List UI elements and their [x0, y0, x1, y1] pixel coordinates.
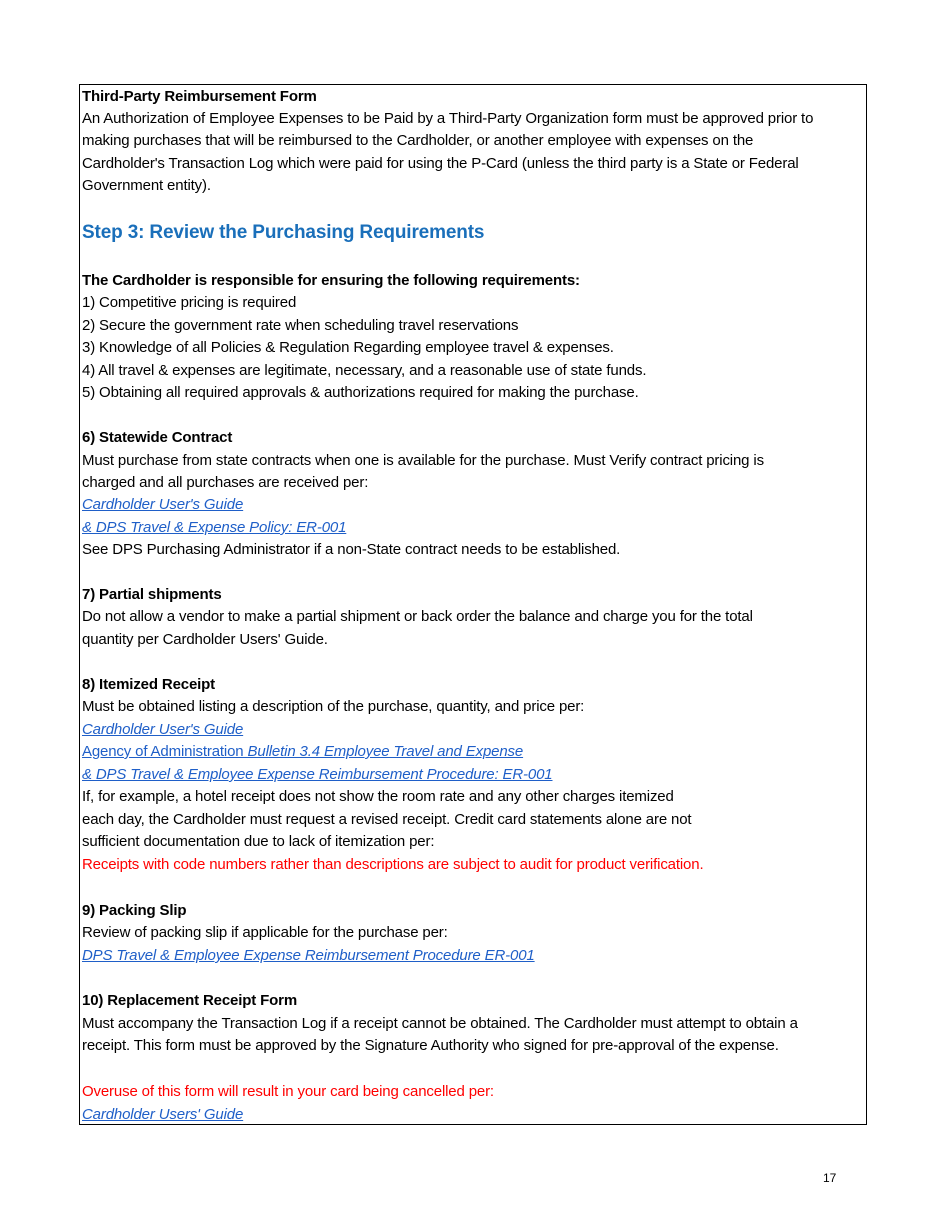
third-party-line-3: Cardholder's Transaction Log which were paid for using the P-Card (unless the third party is a State or Federal — [82, 155, 799, 172]
dps-travel-expense-policy-link[interactable]: & DPS Travel & Expense Policy: ER-001 — [82, 519, 347, 536]
agency-bulletin-link[interactable] — [82, 743, 523, 760]
packing-slip-title: 9) Packing Slip — [82, 902, 187, 919]
agency-bulletin-link-title: Bulletin 3.4 Employee Travel and Expense — [247, 743, 524, 760]
itemized-receipt-line-1: Must be obtained listing a description of the purchase, quantity, and price per: — [82, 698, 585, 715]
statewide-contract-title: 6) Statewide Contract — [82, 429, 233, 446]
partial-shipments-title: 7) Partial shipments — [82, 586, 222, 603]
replacement-receipt-warning: Overuse of this form will result in your card being cancelled per: — [82, 1083, 494, 1100]
statewide-contract-note: See DPS Purchasing Administrator if a non-State contract needs to be established. — [82, 541, 621, 558]
requirement-item-4: 4) All travel & expenses are legitimate, necessary, and a reasonable use of state funds. — [82, 362, 647, 379]
agency-bulletin-link-prefix: Agency of Administration — [82, 743, 248, 760]
requirement-item-5: 5) Obtaining all required approvals & authorizations required for making the purchase. — [82, 384, 639, 401]
requirement-item-2: 2) Secure the government rate when scheduling travel reservations — [82, 317, 519, 334]
dps-reimbursement-procedure-link[interactable]: & DPS Travel & Employee Expense Reimbursement Procedure: ER-001 — [82, 766, 553, 783]
itemized-receipt-title: 8) Itemized Receipt — [82, 676, 216, 693]
itemized-receipt-line-3: each day, the Cardholder must request a revised receipt. Credit card statements alone are not — [82, 811, 692, 828]
cardholder-users-guide-link-2[interactable]: Cardholder User's Guide — [82, 721, 244, 738]
itemized-receipt-warning: Receipts with code numbers rather than descriptions are subject to audit for product verification. — [82, 856, 704, 873]
itemized-receipt-line-2: If, for example, a hotel receipt does not show the room rate and any other charges itemized — [82, 788, 674, 805]
cardholder-users-guide-link-3[interactable]: Cardholder Users' Guide — [82, 1106, 244, 1123]
step3-intro: The Cardholder is responsible for ensuring the following requirements: — [82, 272, 580, 289]
requirement-item-1: 1) Competitive pricing is required — [82, 294, 297, 311]
partial-shipments-line-1: Do not allow a vendor to make a partial shipment or back order the balance and charge you for the total — [82, 608, 753, 625]
packing-slip-line-1: Review of packing slip if applicable for the purchase per: — [82, 924, 448, 941]
cardholder-users-guide-link[interactable]: Cardholder User's Guide — [82, 496, 244, 513]
page-number: 17 — [823, 1171, 837, 1185]
itemized-receipt-line-4: sufficient documentation due to lack of itemization per: — [82, 833, 435, 850]
replacement-receipt-line-2: receipt. This form must be approved by the Signature Authority who signed for pre-approval of the expense. — [82, 1037, 779, 1054]
third-party-line-1: An Authorization of Employee Expenses to be Paid by a Third-Party Organization form must be approved prior to — [82, 110, 814, 127]
third-party-line-2: making purchases that will be reimbursed to the Cardholder, or another employee with expenses on the — [82, 132, 754, 149]
replacement-receipt-line-1: Must accompany the Transaction Log if a receipt cannot be obtained. The Cardholder must attempt to obtain a — [82, 1015, 798, 1032]
third-party-line-4: Government entity). — [82, 177, 211, 194]
statewide-contract-line-1: Must purchase from state contracts when one is available for the purchase. Must Verify contract pricing is — [82, 452, 764, 469]
statewide-contract-line-2: charged and all purchases are received per: — [82, 474, 369, 491]
dps-procedure-er001-link[interactable]: DPS Travel & Employee Expense Reimbursement Procedure ER-001 — [82, 947, 535, 964]
replacement-receipt-title: 10) Replacement Receipt Form — [82, 992, 298, 1009]
requirement-item-3: 3) Knowledge of all Policies & Regulation Regarding employee travel & expenses. — [82, 339, 614, 356]
partial-shipments-line-2: quantity per Cardholder Users' Guide. — [82, 631, 328, 648]
third-party-title: Third-Party Reimbursement Form — [82, 88, 317, 105]
step3-heading: Step 3: Review the Purchasing Requirements — [82, 222, 485, 243]
